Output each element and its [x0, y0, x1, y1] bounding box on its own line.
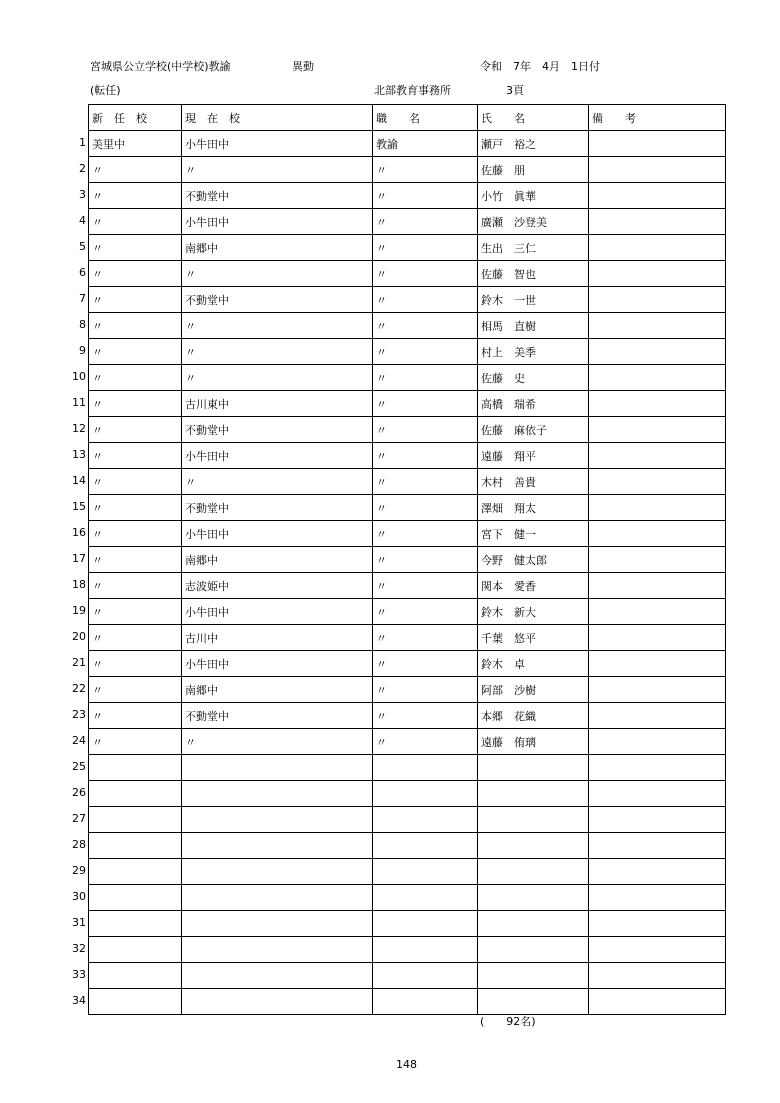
cell-name: 鈴木 新大 [478, 599, 589, 625]
table-row [89, 963, 726, 989]
table-row [89, 469, 726, 495]
cell-position [373, 833, 478, 859]
cell-new-school: 〃 [89, 573, 182, 599]
effective-date: 令和 7年 4月 1日付 [480, 60, 600, 73]
cell-current-school [182, 781, 373, 807]
cell-remarks [589, 625, 726, 651]
cell-position: 〃 [373, 521, 478, 547]
cell-current-school: 〃 [182, 469, 373, 495]
table-row [89, 807, 726, 833]
cell-new-school: 〃 [89, 365, 182, 391]
cell-name: 相馬 直樹 [478, 313, 589, 339]
cell-new-school [89, 755, 182, 781]
cell-position [373, 755, 478, 781]
cell-remarks [589, 807, 726, 833]
table-row [89, 677, 726, 703]
cell-current-school: 小牛田中 [182, 599, 373, 625]
row-number: 25 [72, 760, 86, 773]
row-number: 33 [72, 968, 86, 981]
cell-remarks [589, 495, 726, 521]
cell-current-school: 〃 [182, 157, 373, 183]
cell-current-school: 南郷中 [182, 235, 373, 261]
cell-name [478, 963, 589, 989]
cell-current-school: 不動堂中 [182, 183, 373, 209]
cell-position: 〃 [373, 495, 478, 521]
row-number: 12 [72, 422, 86, 435]
cell-position: 〃 [373, 339, 478, 365]
cell-remarks [589, 339, 726, 365]
cell-new-school: 〃 [89, 677, 182, 703]
cell-current-school [182, 989, 373, 1015]
row-number: 3 [79, 188, 86, 201]
total-count: ( 92名) [480, 1015, 536, 1028]
row-number: 1 [79, 136, 86, 149]
cell-position: 〃 [373, 209, 478, 235]
table-row [89, 937, 726, 963]
column-header-current-school: 現 在 校 [182, 105, 373, 131]
cell-new-school: 美里中 [89, 131, 182, 157]
cell-remarks [589, 131, 726, 157]
table-row [89, 209, 726, 235]
cell-remarks [589, 833, 726, 859]
row-number: 28 [72, 838, 86, 851]
row-number: 20 [72, 630, 86, 643]
cell-remarks [589, 937, 726, 963]
cell-new-school: 〃 [89, 313, 182, 339]
cell-new-school: 〃 [89, 729, 182, 755]
cell-new-school: 〃 [89, 157, 182, 183]
cell-position [373, 781, 478, 807]
cell-position: 〃 [373, 157, 478, 183]
cell-position: 〃 [373, 599, 478, 625]
cell-position [373, 859, 478, 885]
cell-position: 〃 [373, 391, 478, 417]
cell-current-school: 小牛田中 [182, 651, 373, 677]
cell-current-school [182, 859, 373, 885]
cell-new-school: 〃 [89, 287, 182, 313]
cell-current-school: 〃 [182, 729, 373, 755]
cell-position: 〃 [373, 261, 478, 287]
row-number: 31 [72, 916, 86, 929]
cell-remarks [589, 885, 726, 911]
cell-current-school: 不動堂中 [182, 495, 373, 521]
table-row [89, 599, 726, 625]
cell-new-school: 〃 [89, 235, 182, 261]
cell-position: 〃 [373, 573, 478, 599]
cell-position [373, 963, 478, 989]
cell-remarks [589, 911, 726, 937]
transfer-category: (転任) [90, 84, 121, 97]
office-name: 北部教育事務所 [374, 84, 451, 97]
table-row [89, 417, 726, 443]
cell-new-school: 〃 [89, 469, 182, 495]
cell-remarks [589, 677, 726, 703]
cell-name: 阿部 沙樹 [478, 677, 589, 703]
cell-new-school: 〃 [89, 417, 182, 443]
cell-remarks [589, 989, 726, 1015]
cell-current-school: 志波姫中 [182, 573, 373, 599]
cell-name: 鈴木 一世 [478, 287, 589, 313]
cell-remarks [589, 469, 726, 495]
cell-position: 〃 [373, 313, 478, 339]
row-number: 9 [79, 344, 86, 357]
row-number: 30 [72, 890, 86, 903]
cell-current-school: 不動堂中 [182, 287, 373, 313]
row-number: 17 [72, 552, 86, 565]
cell-new-school [89, 989, 182, 1015]
cell-new-school [89, 885, 182, 911]
row-number: 2 [79, 162, 86, 175]
table-row [89, 313, 726, 339]
cell-position: 〃 [373, 235, 478, 261]
row-number: 11 [72, 396, 86, 409]
cell-current-school: 〃 [182, 339, 373, 365]
cell-name: 千葉 悠平 [478, 625, 589, 651]
table-row [89, 183, 726, 209]
cell-name [478, 989, 589, 1015]
cell-current-school: 不動堂中 [182, 417, 373, 443]
table-row [89, 885, 726, 911]
table-row [89, 391, 726, 417]
cell-remarks [589, 781, 726, 807]
row-number: 7 [79, 292, 86, 305]
cell-current-school [182, 963, 373, 989]
page-number: 148 [396, 1058, 417, 1071]
cell-remarks [589, 417, 726, 443]
table-row [89, 755, 726, 781]
table-row [89, 833, 726, 859]
cell-new-school [89, 807, 182, 833]
row-number: 10 [72, 370, 86, 383]
table-row [89, 781, 726, 807]
cell-remarks [589, 183, 726, 209]
cell-current-school: 南郷中 [182, 547, 373, 573]
cell-current-school: 南郷中 [182, 677, 373, 703]
cell-name: 生出 三仁 [478, 235, 589, 261]
table-row [89, 157, 726, 183]
cell-name: 佐藤 朋 [478, 157, 589, 183]
cell-position: 教諭 [373, 131, 478, 157]
cell-name: 佐藤 智也 [478, 261, 589, 287]
cell-name: 村上 美季 [478, 339, 589, 365]
row-number: 13 [72, 448, 86, 461]
cell-current-school: 小牛田中 [182, 131, 373, 157]
column-header-name: 氏 名 [478, 105, 589, 131]
row-number: 23 [72, 708, 86, 721]
cell-position: 〃 [373, 651, 478, 677]
cell-name: 小竹 眞華 [478, 183, 589, 209]
cell-remarks [589, 313, 726, 339]
cell-current-school [182, 833, 373, 859]
page-label: 3頁 [506, 84, 524, 97]
table-row [89, 859, 726, 885]
cell-name: 遠藤 侑璃 [478, 729, 589, 755]
cell-remarks [589, 859, 726, 885]
cell-current-school: 不動堂中 [182, 703, 373, 729]
cell-name: 鈴木 卓 [478, 651, 589, 677]
cell-name [478, 937, 589, 963]
cell-name [478, 807, 589, 833]
cell-current-school [182, 937, 373, 963]
table-row [89, 911, 726, 937]
cell-new-school: 〃 [89, 391, 182, 417]
row-number: 14 [72, 474, 86, 487]
table-row [89, 573, 726, 599]
cell-position [373, 937, 478, 963]
cell-remarks [589, 261, 726, 287]
cell-remarks [589, 391, 726, 417]
column-header-new-school: 新 任 校 [89, 105, 182, 131]
cell-name [478, 885, 589, 911]
cell-remarks [589, 443, 726, 469]
cell-current-school: 小牛田中 [182, 443, 373, 469]
row-number: 16 [72, 526, 86, 539]
table-row [89, 235, 726, 261]
cell-remarks [589, 521, 726, 547]
cell-name: 佐藤 史 [478, 365, 589, 391]
row-number: 27 [72, 812, 86, 825]
cell-name: 関本 愛香 [478, 573, 589, 599]
table-row [89, 625, 726, 651]
cell-name: 宮下 健一 [478, 521, 589, 547]
cell-new-school: 〃 [89, 521, 182, 547]
cell-current-school [182, 911, 373, 937]
table-row [89, 131, 726, 157]
cell-position: 〃 [373, 365, 478, 391]
table-row [89, 521, 726, 547]
cell-position: 〃 [373, 625, 478, 651]
row-number: 26 [72, 786, 86, 799]
row-number: 8 [79, 318, 86, 331]
cell-current-school: 小牛田中 [182, 521, 373, 547]
cell-new-school: 〃 [89, 703, 182, 729]
cell-remarks [589, 235, 726, 261]
row-number: 34 [72, 994, 86, 1007]
row-number-column [60, 130, 86, 1014]
table-row [89, 729, 726, 755]
cell-name: 澤畑 翔太 [478, 495, 589, 521]
cell-remarks [589, 547, 726, 573]
cell-name: 遠藤 翔平 [478, 443, 589, 469]
row-number: 5 [79, 240, 86, 253]
cell-current-school: 〃 [182, 365, 373, 391]
cell-name: 高橋 瑞希 [478, 391, 589, 417]
table-row [89, 703, 726, 729]
cell-new-school [89, 963, 182, 989]
row-number: 19 [72, 604, 86, 617]
table-row [89, 547, 726, 573]
row-number: 32 [72, 942, 86, 955]
table-row [89, 261, 726, 287]
cell-current-school: 古川東中 [182, 391, 373, 417]
cell-position [373, 989, 478, 1015]
cell-name: 木村 善貴 [478, 469, 589, 495]
row-number: 29 [72, 864, 86, 877]
cell-new-school [89, 859, 182, 885]
column-header-position: 職 名 [373, 105, 478, 131]
row-number: 15 [72, 500, 86, 513]
cell-name: 佐藤 麻依子 [478, 417, 589, 443]
cell-current-school [182, 755, 373, 781]
cell-name [478, 833, 589, 859]
cell-position: 〃 [373, 729, 478, 755]
cell-new-school: 〃 [89, 625, 182, 651]
cell-name: 今野 健太郎 [478, 547, 589, 573]
cell-new-school [89, 781, 182, 807]
cell-new-school [89, 937, 182, 963]
cell-remarks [589, 729, 726, 755]
cell-remarks [589, 209, 726, 235]
cell-new-school [89, 833, 182, 859]
cell-position: 〃 [373, 443, 478, 469]
cell-position: 〃 [373, 703, 478, 729]
column-header-remarks: 備 考 [589, 105, 726, 131]
cell-new-school: 〃 [89, 261, 182, 287]
cell-position: 〃 [373, 547, 478, 573]
row-number: 21 [72, 656, 86, 669]
row-number: 22 [72, 682, 86, 695]
cell-position: 〃 [373, 417, 478, 443]
cell-remarks [589, 963, 726, 989]
cell-new-school: 〃 [89, 651, 182, 677]
row-number: 18 [72, 578, 86, 591]
table-row [89, 651, 726, 677]
cell-name [478, 911, 589, 937]
cell-current-school: 小牛田中 [182, 209, 373, 235]
cell-remarks [589, 703, 726, 729]
movement-type: 異動 [292, 60, 314, 73]
cell-new-school [89, 911, 182, 937]
cell-remarks [589, 573, 726, 599]
cell-current-school: 古川中 [182, 625, 373, 651]
cell-new-school: 〃 [89, 339, 182, 365]
cell-position: 〃 [373, 287, 478, 313]
row-number: 6 [79, 266, 86, 279]
document-title: 宮城県公立学校(中学校)教諭 [90, 60, 231, 73]
cell-name [478, 755, 589, 781]
cell-remarks [589, 287, 726, 313]
cell-remarks [589, 651, 726, 677]
cell-new-school: 〃 [89, 547, 182, 573]
cell-new-school: 〃 [89, 443, 182, 469]
cell-name: 廣瀬 沙登美 [478, 209, 589, 235]
table-row [89, 339, 726, 365]
cell-position [373, 807, 478, 833]
cell-remarks [589, 365, 726, 391]
cell-new-school: 〃 [89, 599, 182, 625]
transfer-table [88, 104, 726, 1015]
cell-name [478, 781, 589, 807]
table-header-row [89, 105, 726, 131]
table-row [89, 365, 726, 391]
cell-new-school: 〃 [89, 183, 182, 209]
cell-remarks [589, 599, 726, 625]
row-number: 24 [72, 734, 86, 747]
cell-current-school [182, 807, 373, 833]
cell-name: 本郷 花織 [478, 703, 589, 729]
cell-position: 〃 [373, 677, 478, 703]
cell-name [478, 859, 589, 885]
cell-position [373, 911, 478, 937]
cell-remarks [589, 755, 726, 781]
cell-current-school: 〃 [182, 313, 373, 339]
cell-new-school: 〃 [89, 495, 182, 521]
table-row [89, 989, 726, 1015]
cell-position: 〃 [373, 469, 478, 495]
cell-new-school: 〃 [89, 209, 182, 235]
cell-position: 〃 [373, 183, 478, 209]
cell-current-school: 〃 [182, 261, 373, 287]
row-number: 4 [79, 214, 86, 227]
table-row [89, 495, 726, 521]
cell-name: 瀬戸 裕之 [478, 131, 589, 157]
cell-remarks [589, 157, 726, 183]
table-row [89, 443, 726, 469]
cell-position [373, 885, 478, 911]
table-row [89, 287, 726, 313]
cell-current-school [182, 885, 373, 911]
